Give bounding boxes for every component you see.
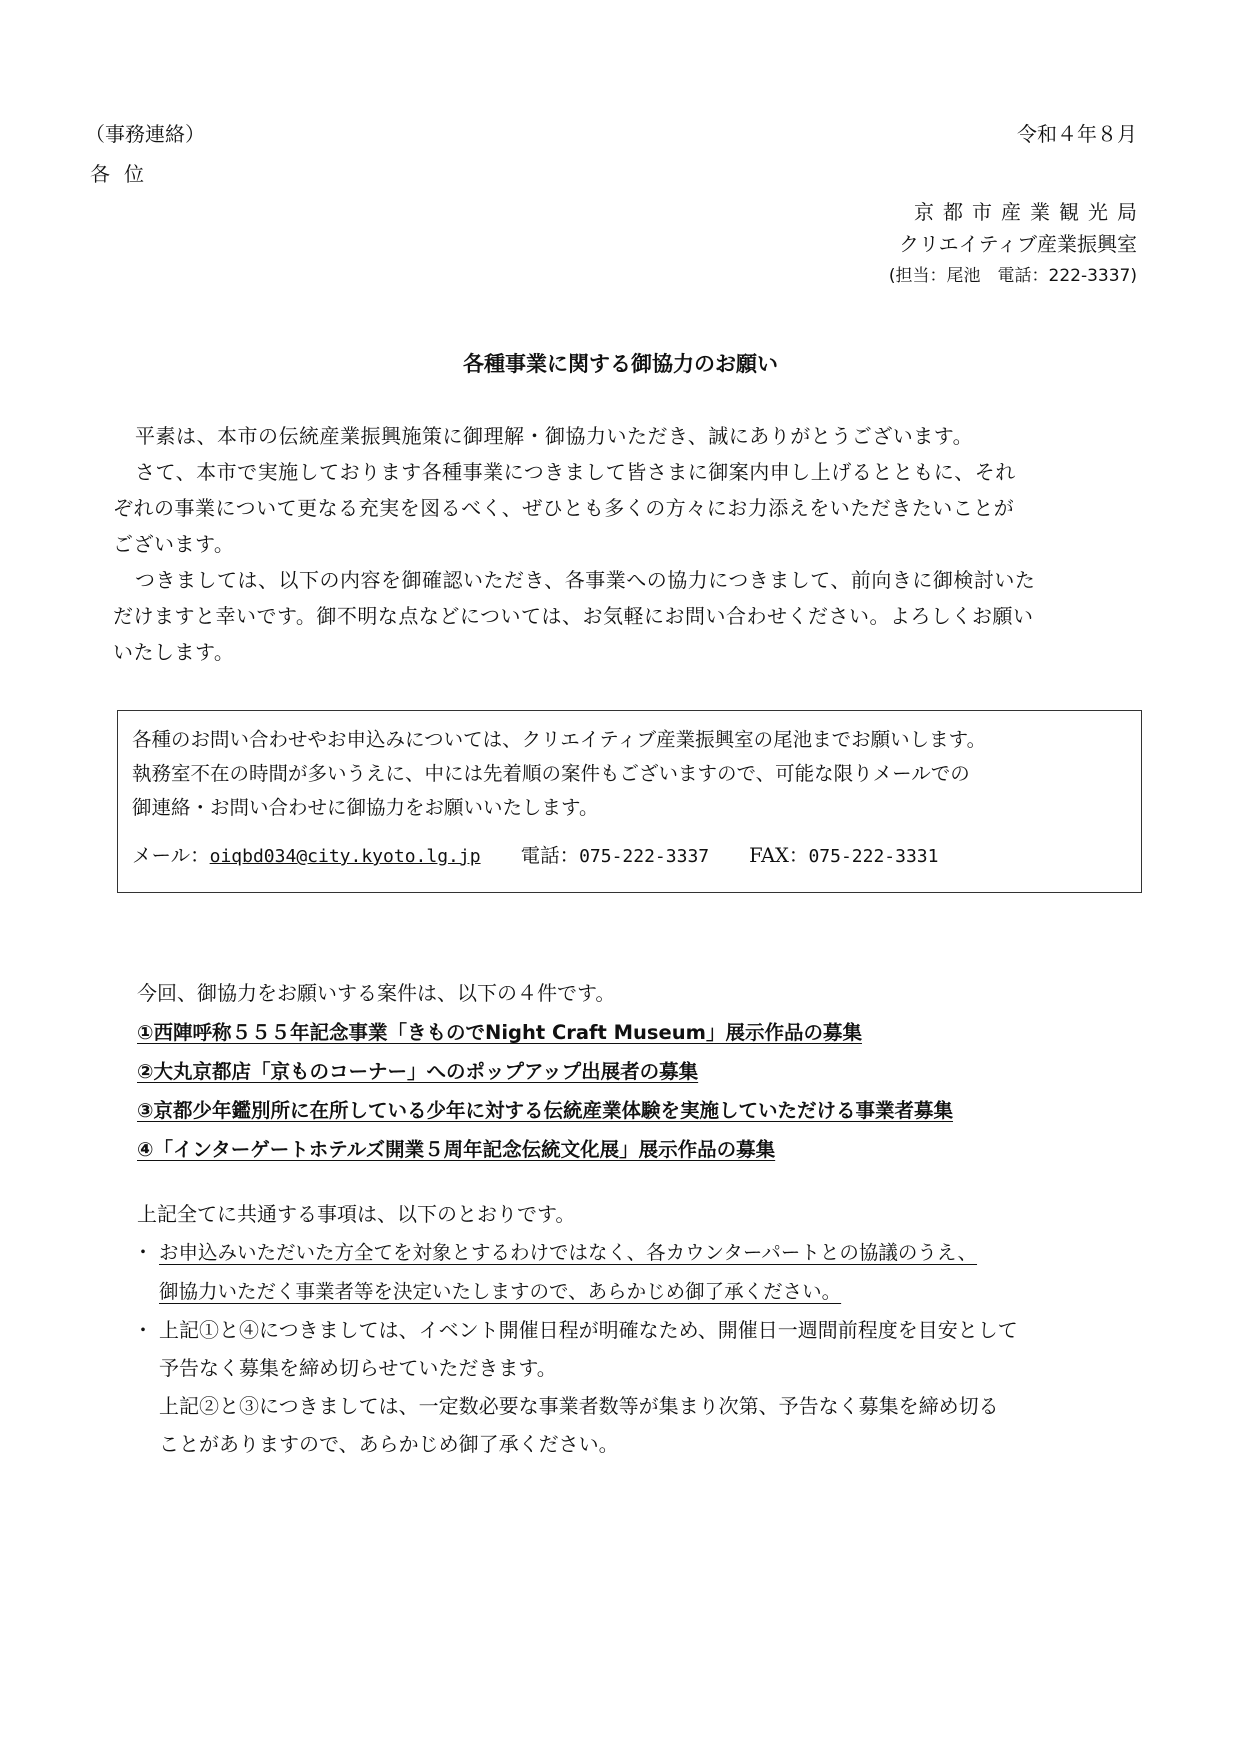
common-term-1-line bbox=[133, 1233, 1147, 1272]
notice-line: 各種のお問い合わせやお申込みについては、クリエイティブ産業振興室の尾池までお願いします。 bbox=[132, 728, 987, 751]
greeting-paragraph: 平素は、本市の伝統産業振興施策に御理解・御協力いただき、誠にありがとうございます。 bbox=[135, 424, 974, 448]
fax-label: FAX： bbox=[749, 844, 809, 867]
body-paragraph-line: さて、本市で実施しております各種事業につきまして皆さまに御案内申し上げるとともに、それ bbox=[135, 460, 1016, 484]
body-paragraph-line: だけますと幸いです。御不明な点などについては、お気軽にお問い合わせください。よろしくお願い bbox=[113, 604, 1034, 628]
bullet-mark: ・ bbox=[133, 1240, 153, 1264]
document-type-label: （事務連絡） bbox=[85, 122, 205, 146]
body-paragraph-line: いたします。 bbox=[113, 640, 235, 664]
body-paragraph-line: つきましては、以下の内容を御確認いただき、各事業への協力につきまして、前向きに御検討いた bbox=[135, 568, 1036, 592]
sender-block bbox=[888, 196, 1146, 292]
common-term-1-line bbox=[137, 1272, 1147, 1311]
sender-organization: 京都市産業観光局 bbox=[914, 200, 1146, 224]
common-term-2-line bbox=[133, 1311, 1147, 1349]
phone-label: 電話： bbox=[520, 844, 580, 867]
common-term-2-line: 上記②と③につきましては、一定数必要な事業者数等が集まり次第、予告なく募集を締め切る bbox=[159, 1394, 999, 1418]
document-title: 各種事業に関する御協力のお願い bbox=[463, 352, 778, 376]
sender-department: クリエイティブ産業振興室 bbox=[899, 232, 1137, 256]
issue-date: 令和４年８月 bbox=[1017, 122, 1137, 146]
body-paragraph-line: ぞれの事業について更なる充実を図るべく、ぜひとも多くの方々にお力添えをいただきたいことが bbox=[113, 496, 1015, 520]
case-item-3: ③京都少年鑑別所に在所している少年に対する伝統産業体験を実施していただける事業者募集 bbox=[137, 1099, 954, 1122]
common-term-2-text: 上記①と④につきましては、イベント開催日程が明確なため、開催日一週間前程度を目安として bbox=[159, 1318, 1018, 1342]
case-list bbox=[137, 974, 1137, 1169]
contact-info-line bbox=[132, 839, 1127, 874]
addressee: 各位 bbox=[90, 162, 158, 186]
common-term-1-text: 御協力いただく事業者等を決定いたしますので、あらかじめ御了承ください。 bbox=[159, 1280, 842, 1303]
common-term-1-text: お申込みいただいた方全てを対象とするわけではなく、各カウンターパートとの協議のうえ、 bbox=[159, 1241, 978, 1264]
contact-notice-box bbox=[117, 710, 1142, 893]
case-item-2: ②大丸京都店「京ものコーナー」へのポップアップ出展者の募集 bbox=[137, 1060, 699, 1083]
sender-contact: (担当：尾池 電話：222-3337) bbox=[888, 266, 1137, 286]
common-terms bbox=[133, 1195, 1147, 1463]
bullet-mark: ・ bbox=[133, 1318, 153, 1342]
common-term-2-line: 予告なく募集を締め切らせていただきます。 bbox=[159, 1356, 557, 1380]
phone-number: 075-222-3337 bbox=[579, 846, 710, 867]
case-list-intro: 今回、御協力をお願いする案件は、以下の４件です。 bbox=[137, 981, 616, 1005]
case-item-1: ①西陣呼称５５５年記念事業「きものでNight Craft Museum」展示作品の募集 bbox=[137, 1021, 862, 1044]
body-paragraph-line: ございます。 bbox=[113, 532, 235, 556]
fax-number: 075-222-3331 bbox=[808, 846, 939, 867]
case-item-4: ④「インターゲートホテルズ開業５周年記念伝統文化展」展示作品の募集 bbox=[137, 1138, 776, 1161]
notice-line: 御連絡・お問い合わせに御協力をお願いいたします。 bbox=[132, 796, 599, 819]
notice-line: 執務室不在の時間が多いうえに、中には先着順の案件もございますので、可能な限りメールでの bbox=[132, 762, 970, 785]
email-link[interactable]: oiqbd034@city.kyoto.lg.jp bbox=[209, 846, 481, 867]
email-label: メール： bbox=[132, 844, 210, 867]
common-terms-intro: 上記全てに共通する事項は、以下のとおりです。 bbox=[137, 1202, 576, 1226]
body-text bbox=[113, 418, 1143, 670]
common-term-2-line: ことがありますので、あらかじめ御了承ください。 bbox=[159, 1432, 619, 1456]
